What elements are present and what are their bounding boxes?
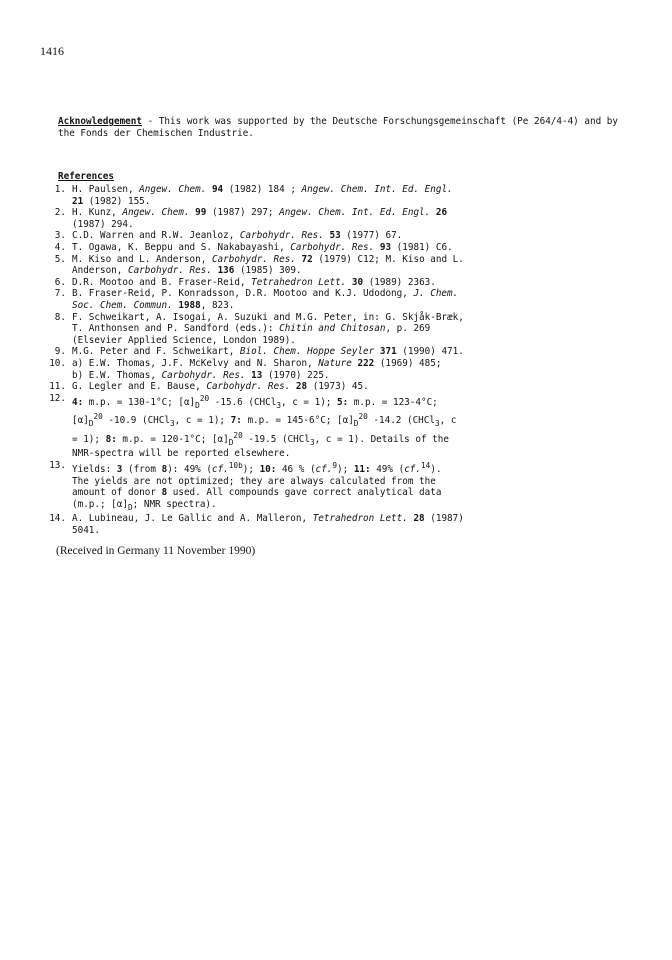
- reference-item: [36, 288, 636, 311]
- reference-number: 11.: [49, 381, 66, 393]
- reference-text: [72, 242, 636, 254]
- reference-number: 6.: [54, 276, 66, 288]
- reference-line: B. Fraser-Reid, P. Konradsson, D.R. Mootoo and K.J. Udodong, J. Chem.: [72, 288, 459, 300]
- reference-text: [72, 312, 636, 347]
- reference-text: [72, 513, 636, 536]
- reference-item: [36, 346, 636, 358]
- reference-line: F. Schweikart, A. Isogai, A. Suzuki and M.G. Peter, in: G. Skjåk-Bræk,: [72, 311, 464, 323]
- reference-number: 10.: [49, 357, 66, 369]
- page-number: 1416: [40, 44, 64, 58]
- references-heading: References: [58, 171, 114, 182]
- reference-line: (Elsevier Applied Science, London 1989).: [72, 334, 296, 346]
- reference-number: 14.: [49, 513, 66, 525]
- reference-line: Anderson, Carbohydr. Res. 136 (1985) 309.: [72, 265, 302, 277]
- reference-line: (1987) 294.: [72, 218, 134, 230]
- reference-item: [36, 513, 636, 536]
- reference-text: [72, 460, 636, 513]
- reference-line: Yields: 3 (from 8): 49% (cf.$^{10b}$); 10: 46 % (cf.$^9$); 11: 49% (cf.$^{14}$).: [72, 460, 442, 476]
- reference-line: b) E.W. Thomas, Carbohydr. Res. 13 (1970) 225.: [72, 369, 330, 381]
- reference-line: = 1); 8: m.p. = 120-1°C; $[\alpha]_D^{20}$ -19.5 (CHCl$_3$, c = 1). Details of the: [72, 430, 449, 447]
- reference-text: [72, 393, 636, 460]
- references-list: [36, 184, 636, 536]
- reference-number: 3.: [54, 230, 66, 242]
- reference-item: [36, 381, 636, 393]
- reference-item: [36, 207, 636, 230]
- acknowledgement-paragraph: [58, 116, 618, 139]
- received-date: (Received in Germany 11 November 1990): [56, 545, 256, 557]
- reference-text: [72, 254, 636, 277]
- acknowledgement-heading: Acknowledgement: [58, 116, 142, 127]
- reference-line: a) E.W. Thomas, J.F. McKelvy and N. Sharon, Nature 222 (1969) 485;: [72, 357, 442, 369]
- reference-line: 5041.: [72, 524, 100, 536]
- reference-text: [72, 381, 636, 393]
- reference-line: T. Anthonsen and P. Sandford (eds.): Chitin and Chitosan, p. 269: [72, 323, 431, 335]
- reference-line: T. Ogawa, K. Beppu and S. Nakabayashi, Carbohydr. Res. 93 (1981) C6.: [72, 241, 453, 253]
- reference-item: [36, 254, 636, 277]
- reference-line: The yields are not optimized; they are always calculated from the: [72, 475, 436, 487]
- reference-line: H. Paulsen, Angew. Chem. 94 (1982) 184 ; Angew. Chem. Int. Ed. Engl.: [72, 184, 453, 195]
- reference-text: [72, 207, 636, 230]
- reference-line: $[\alpha]_D^{20}$ -10.9 (CHCl$_3$, c = 1); 7: m.p. = 145-6°C; $[\alpha]_D^{20}$ -14.2 (CHCl$_3$, c: [72, 412, 457, 429]
- reference-line: A. Lubineau, J. Le Gallic and A. Malleron, Tetrahedron Lett. 28 (1987): [72, 513, 464, 525]
- reference-item: [36, 184, 636, 207]
- reference-line: D.R. Mootoo and B. Fraser-Reid, Tetrahedron Lett. 30 (1989) 2363.: [72, 276, 436, 288]
- reference-text: [72, 230, 636, 242]
- reference-text: [72, 277, 636, 289]
- reference-line: 4: m.p. = 130-1°C; $[\alpha]_D^{20}$ -15.6 (CHCl$_3$, c = 1); 5: m.p. = 123-4°C;: [72, 393, 438, 410]
- acknowledgement-text: This work was supported by the Deutsche Forschungsgemeinschaft (Pe 264/4-4) and by the Fonds der Chemischen Industrie.: [58, 116, 618, 139]
- reference-line: M. Kiso and L. Anderson, Carbohydr. Res. 72 (1979) C12; M. Kiso and L.: [72, 253, 464, 265]
- reference-line: NMR-spectra will be reported elsewhere.: [72, 448, 291, 460]
- reference-line: H. Kunz, Angew. Chem. 99 (1987) 297; Angew. Chem. Int. Ed. Engl. 26: [72, 207, 448, 219]
- reference-text: [72, 184, 636, 207]
- reference-item: [36, 460, 636, 513]
- reference-text: [72, 288, 636, 311]
- reference-item: [36, 393, 636, 460]
- acknowledgement-dash: -: [141, 116, 159, 127]
- reference-line: amount of donor 8 used. All compounds gave correct analytical data: [72, 487, 442, 499]
- reference-line: G. Legler and E. Bause, Carbohydr. Res. 28 (1973) 45.: [72, 381, 369, 393]
- reference-number: 9.: [54, 346, 66, 358]
- reference-line: Soc. Chem. Commun. 1988, 823.: [72, 299, 235, 311]
- reference-number: 7.: [54, 288, 66, 300]
- reference-item: [36, 242, 636, 254]
- reference-number: 12.: [49, 392, 66, 404]
- reference-line: C.D. Warren and R.W. Jeanloz, Carbohydr. Res. 53 (1977) 67.: [72, 230, 403, 242]
- reference-line: M.G. Peter and F. Schweikart, Biol. Chem. Hoppe Seyler 371 (1990) 471.: [72, 346, 464, 358]
- reference-item: [36, 230, 636, 242]
- reference-number: 2.: [54, 207, 66, 219]
- reference-number: 5.: [54, 253, 66, 265]
- reference-line: (m.p.; $[\alpha]_D$; NMR spectra).: [72, 498, 217, 512]
- reference-item: [36, 312, 636, 347]
- reference-text: [72, 346, 636, 358]
- reference-number: 8.: [54, 311, 66, 323]
- reference-item: [36, 358, 636, 381]
- reference-line: 21 (1982) 155.: [72, 195, 151, 207]
- reference-number: 4.: [54, 241, 66, 253]
- reference-number: 1.: [54, 184, 66, 195]
- reference-number: 13.: [49, 459, 66, 471]
- reference-text: [72, 358, 636, 381]
- reference-item: [36, 277, 636, 289]
